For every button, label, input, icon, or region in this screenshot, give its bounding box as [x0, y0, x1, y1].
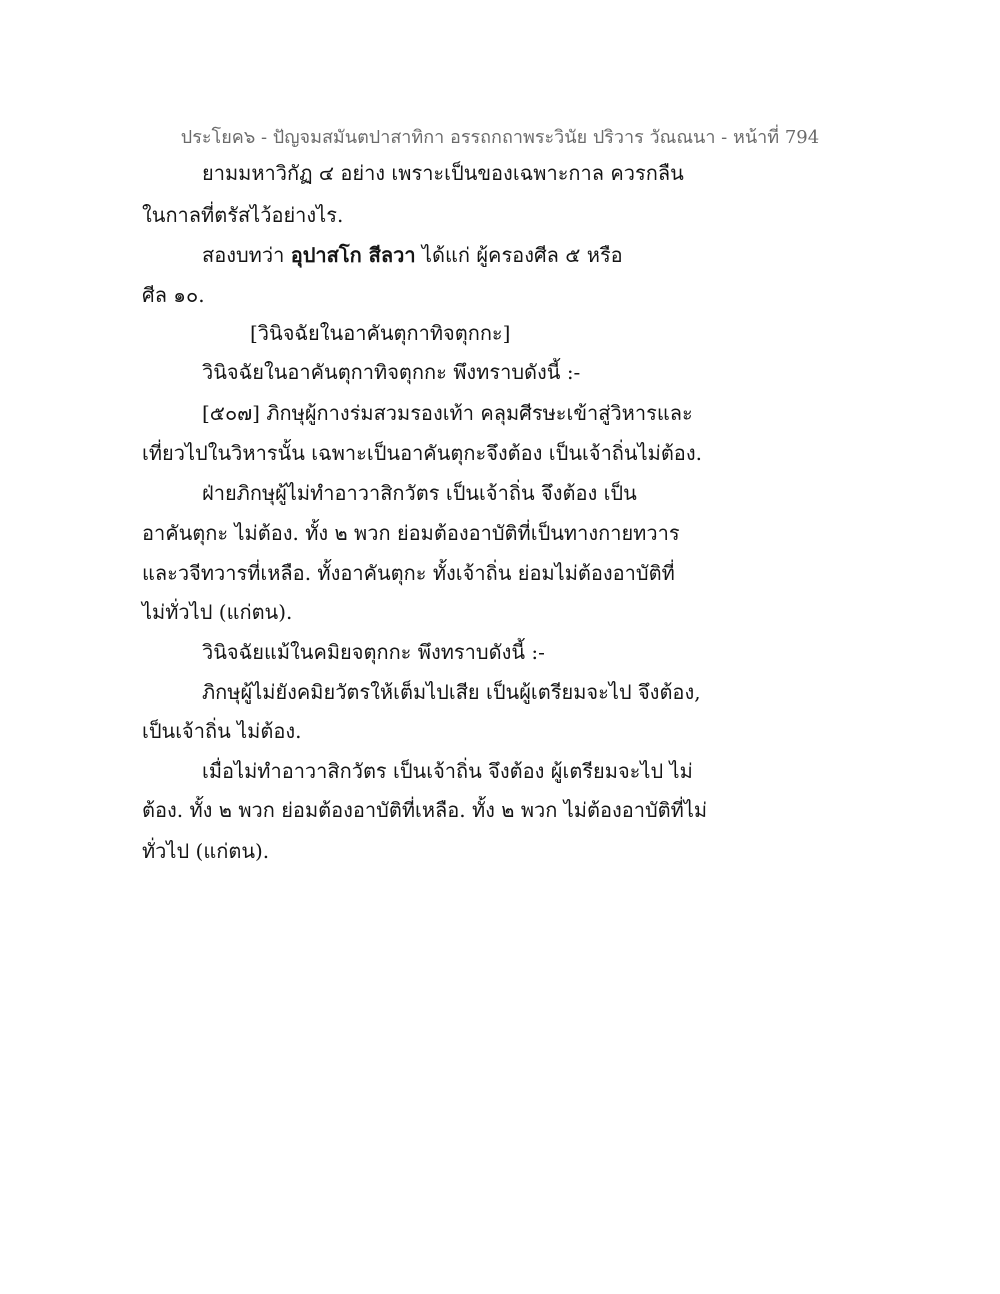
text-line: ยามมหาวิกัฏ ๔ อย่าง เพราะเป็นของเฉพาะกาล ควรกลืน — [202, 161, 684, 185]
text-line: อาคันตุกะ ไม่ต้อง. ทั้ง ๒ พวก ย่อมต้องอาบัติที่เป็นทางกายทวาร — [142, 521, 680, 545]
page-header: ประโยค๖ - ปัญจมสมันตปาสาทิกา อรรถกถาพระวินัย ปริวาร วัณณนา - หน้าที่ 794 — [180, 127, 820, 148]
text-line: ภิกษุผู้ไม่ยังคมิยวัตรให้เต็มไปเสีย เป็นผู้เตรียมจะไป จึงต้อง, — [202, 680, 701, 704]
text-line: และวจีทวารที่เหลือ. ทั้งอาคันตุกะ ทั้งเจ้าถิ่น ย่อมไม่ต้องอาบัติที่ — [142, 561, 675, 585]
text-line — [202, 240, 623, 270]
text-segment: สองบทว่า — [202, 243, 291, 267]
text-line: [๕๐๗] ภิกษุผู้กางร่มสวมรองเท้า คลุมศีรษะเข้าสู่วิหารและ — [202, 401, 693, 425]
text-line: ไม่ทั่วไป (แก่ตน). — [142, 600, 293, 624]
bold-term: อุปาสโก สีลวา — [290, 243, 416, 267]
text-line: ฝ่ายภิกษุผู้ไม่ทำอาวาสิกวัตร เป็นเจ้าถิ่น จึงต้อง เป็น — [202, 481, 637, 505]
text-segment: ได้แก่ ผู้ครองศีล ๕ หรือ — [415, 243, 623, 267]
text-line: ต้อง. ทั้ง ๒ พวก ย่อมต้องอาบัติที่เหลือ. ทั้ง ๒ พวก ไม่ต้องอาบัติที่ไม่ — [142, 798, 708, 822]
text-line: เที่ยวไปในวิหารนั้น เฉพาะเป็นอาคันตุกะจึงต้อง เป็นเจ้าถิ่นไม่ต้อง. — [142, 441, 702, 465]
text-line: วินิจฉัยแม้ในคมิยจตุกกะ พึงทราบดังนี้ :- — [202, 640, 545, 664]
section-heading: [วินิจฉัยในอาคันตุกาทิจตุกกะ] — [250, 321, 511, 345]
text-line: วินิจฉัยในอาคันตุกาทิจตุกกะ พึงทราบดังนี้ :- — [202, 360, 581, 384]
text-line: ในกาลที่ตรัสไว้อย่างไร. — [142, 203, 344, 227]
text-line: เมื่อไม่ทำอาวาสิกวัตร เป็นเจ้าถิ่น จึงต้อง ผู้เตรียมจะไป ไม่ — [202, 759, 693, 783]
text-line: ศีล ๑๐. — [142, 283, 205, 307]
text-line: เป็นเจ้าถิ่น ไม่ต้อง. — [142, 719, 302, 743]
text-line: ทั่วไป (แก่ตน). — [142, 839, 270, 863]
